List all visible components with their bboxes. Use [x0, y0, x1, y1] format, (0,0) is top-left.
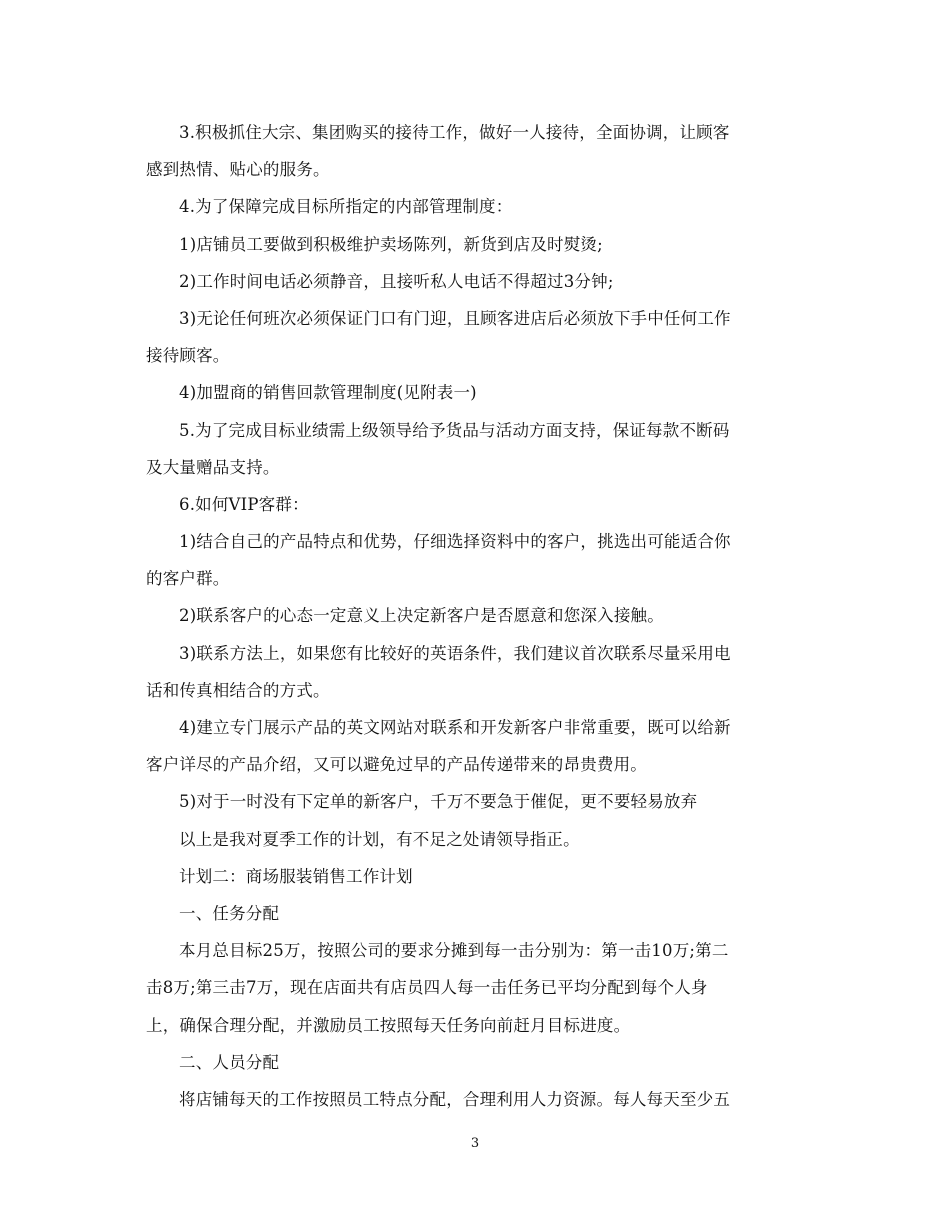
text-line: 5.为了完成目标业绩需上级领导给予货品与活动方面支持，保证每款不断码 — [179, 420, 730, 440]
text-line: 4)加盟商的销售回款管理制度(见附表一) — [179, 383, 477, 403]
text-line: 以上是我对夏季工作的计划，有不足之处请领导指正。 — [179, 829, 580, 849]
text-line: 4.为了保障完成目标所指定的内部管理制度： — [179, 197, 513, 217]
text-line: 2)联系客户的心态一定意义上决定新客户是否愿意和您深入接触。 — [179, 606, 664, 626]
text-line: 4)建立专门展示产品的英文网站对联系和开发新客户非常重要，既可以给新 — [179, 718, 731, 737]
text-line: 3)无论任何班次必须保证门口有门迎，且顾客进店后必须放下手中任何工作 — [179, 308, 731, 328]
text-line: 1)结合自己的产品特点和优势，仔细选择资料中的客户，挑选出可能适合你 — [179, 532, 731, 552]
text-line: 的客户群。 — [146, 569, 230, 589]
text-line: 计划二：商场服装销售工作计划 — [179, 866, 413, 886]
text-line: 感到热情、贴心的服务。 — [146, 160, 330, 180]
text-line: 2)工作时间电话必须静音，且接听私人电话不得超过3分钟; — [179, 271, 614, 291]
text-line: 上，确保合理分配，并激励员工按照每天任务向前赶月目标进度。 — [146, 1015, 631, 1035]
text-line: 击8万;第三击7万，现在店面共有店员四人每一击任务已平均分配到每个人身 — [146, 978, 708, 998]
text-line: 3.积极抓住大宗、集团购买的接待工作，做好一人接待，全面协调，让顾客 — [179, 123, 730, 142]
text-line: 3)联系方法上，如果您有比较好的英语条件，我们建议首次联系尽量采用电 — [179, 643, 731, 663]
text-line: 1)店铺员工要做到积极维护卖场陈列，新货到店及时熨烫; — [179, 234, 603, 254]
text-line: 话和传真相结合的方式。 — [146, 680, 330, 700]
text-line: 6.如何VIP客群： — [179, 494, 309, 514]
document-body — [146, 114, 808, 1118]
text-line: 客户详尽的产品介绍，又可以避免过早的产品传递带来的昂贵费用。 — [146, 755, 647, 775]
text-line: 接待顾客。 — [146, 346, 230, 366]
page-number: 3 — [470, 1136, 480, 1151]
text-line: 本月总目标25万，按照公司的要求分摊到每一击分别为：第一击10万;第二 — [179, 941, 729, 961]
text-line: 将店铺每天的工作按照员工特点分配，合理利用人力资源。每人每天至少五 — [179, 1089, 731, 1109]
text-line: 5)对于一时没有下定单的新客户，千万不要急于催促，更不要轻易放弃 — [179, 792, 698, 812]
text-line: 二、人员分配 — [179, 1052, 280, 1072]
text-line: 一、任务分配 — [179, 903, 280, 923]
text-line: 及大量赠品支持。 — [146, 457, 280, 477]
